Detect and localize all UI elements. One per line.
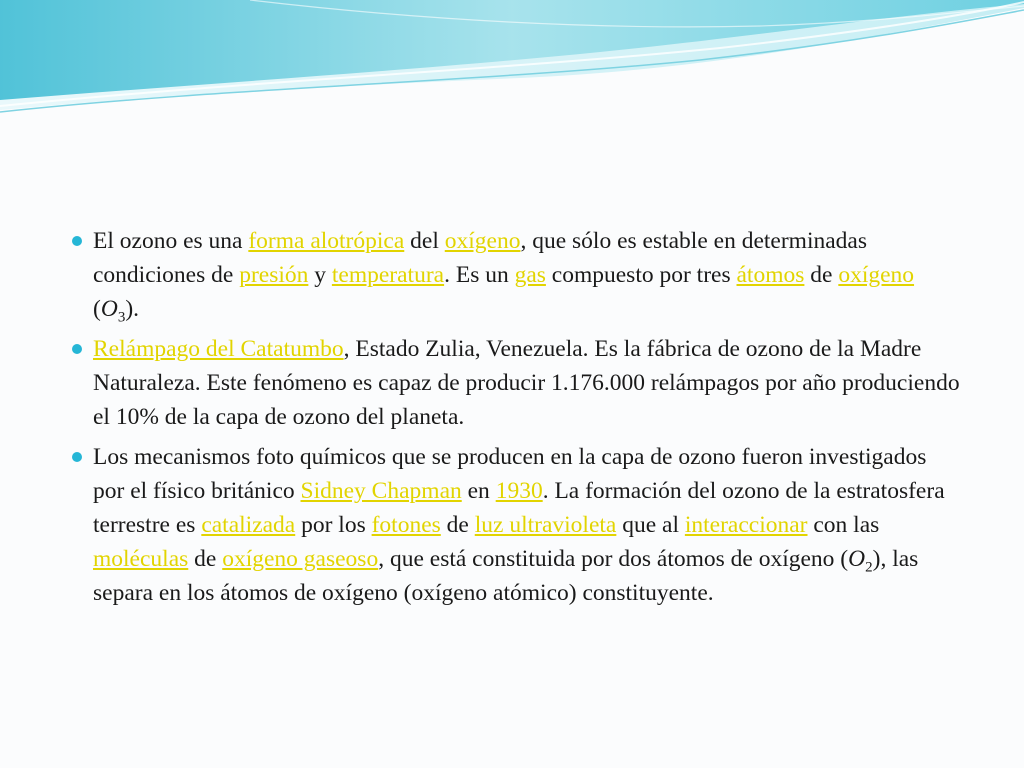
decorative-wave-header bbox=[0, 0, 1024, 130]
text: compuesto por tres bbox=[545, 262, 737, 288]
text: , que está constituida por dos átomos de oxígeno ( bbox=[378, 546, 849, 572]
text: en bbox=[461, 478, 496, 504]
formula-subscript: 3 bbox=[117, 309, 126, 326]
link-1930[interactable]: 1930 bbox=[495, 478, 543, 504]
link-presion[interactable]: presión bbox=[239, 262, 309, 288]
text: de bbox=[804, 262, 839, 288]
link-oxigeno-gaseoso[interactable]: oxígeno gaseoso bbox=[222, 546, 379, 572]
slide-content bbox=[72, 224, 962, 616]
text: Los mecanismos foto químicos que se producen en la capa de ozono fueron investigados por el físico británico bbox=[93, 444, 927, 504]
text: del bbox=[404, 228, 445, 254]
link-catalizada[interactable]: catalizada bbox=[201, 512, 296, 538]
text: . La formación del ozono de la estratosfera terrestre es bbox=[93, 478, 945, 538]
link-temperatura[interactable]: temperatura bbox=[331, 262, 445, 288]
link-oxigeno-2[interactable]: oxígeno bbox=[838, 262, 915, 288]
bullet-catatumbo bbox=[72, 332, 962, 434]
text: ), las separa en los átomos de oxígeno (oxígeno atómico) constituyente. bbox=[93, 546, 919, 606]
link-fotones[interactable]: fotones bbox=[371, 512, 441, 538]
formula-subscript: 2 bbox=[865, 559, 873, 576]
bullet-ozono-definicion bbox=[72, 224, 962, 326]
text: de bbox=[188, 546, 223, 572]
bullet-dot bbox=[72, 452, 82, 462]
link-interaccionar[interactable]: interaccionar bbox=[684, 512, 808, 538]
link-moleculas[interactable]: moléculas bbox=[93, 546, 189, 572]
link-luz-ultravioleta[interactable]: luz ultravioleta bbox=[474, 512, 617, 538]
text: , que sólo es estable en determinadas condiciones de bbox=[93, 228, 867, 288]
formula-o2 bbox=[848, 546, 873, 576]
text: de bbox=[440, 512, 475, 538]
text: , Estado Zulia, Venezuela. Es la fábrica de ozono de la Madre Naturaleza. Este fenómeno es capaz de producir 1.176.000 relámpagos por año produciendo el 10% de la capa de ozono del planeta. bbox=[93, 336, 960, 430]
link-atomos[interactable]: átomos bbox=[736, 262, 805, 288]
bullet-mecanismos bbox=[72, 440, 962, 610]
link-sidney-chapman[interactable]: Sidney Chapman bbox=[300, 478, 462, 504]
text: y bbox=[308, 262, 332, 288]
link-relampago-catatumbo[interactable]: Relámpago del Catatumbo bbox=[93, 336, 344, 362]
text: El ozono es una bbox=[93, 228, 249, 254]
text: ( bbox=[93, 296, 101, 322]
text: ). bbox=[125, 296, 140, 322]
bullet-dot bbox=[72, 344, 82, 354]
formula-base: O bbox=[100, 296, 118, 322]
text: que al bbox=[616, 512, 685, 538]
formula-base: O bbox=[848, 546, 866, 572]
link-gas[interactable]: gas bbox=[514, 262, 546, 288]
link-oxigeno[interactable]: oxígeno bbox=[444, 228, 521, 254]
formula-o3 bbox=[100, 296, 126, 326]
text: por los bbox=[295, 512, 372, 538]
text: . Es un bbox=[444, 262, 515, 288]
text: con las bbox=[807, 512, 880, 538]
bullet-dot bbox=[72, 236, 82, 246]
link-forma-alotropica[interactable]: forma alotrópica bbox=[248, 228, 405, 254]
